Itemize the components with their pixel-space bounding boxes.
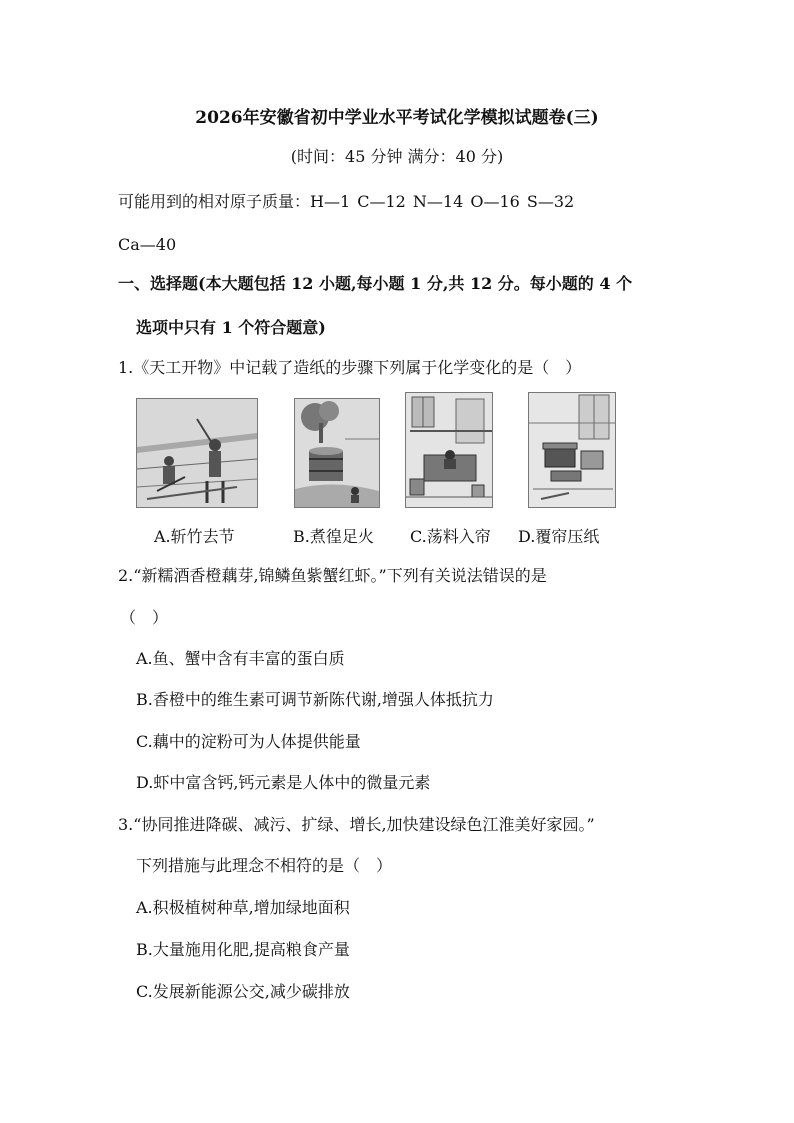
section-heading-line-1: 一、选择题(本大题包括 12 小题,每小题 1 分,共 12 分。每小题的 4 个 [118, 274, 633, 293]
atomic-mass-line-2: Ca—40 [118, 235, 177, 254]
question-3-option-c: C.发展新能源公交,减少碳排放 [136, 982, 350, 1001]
atomic-mass-line-1: 可能用到的相对原子质量：H—1 C—12 N—14 O—16 S—32 [118, 192, 575, 211]
question-1-option-d: D.覆帘压纸 [518, 527, 600, 546]
question-3-stem: 3.“协同推进降碳、减污、扩绿、增长,加快建设绿色江淮美好家园。” [118, 815, 595, 834]
question-3-option-b: B.大量施用化肥,提高粮食产量 [136, 940, 350, 959]
question-2-stem: 2.“新糯酒香橙藕芽,锦鳞鱼紫蟹红虾。”下列有关说法错误的是 [118, 566, 547, 585]
question-2-option-c: C.藕中的淀粉可为人体提供能量 [136, 732, 361, 751]
illustration-scooping-pulp [405, 392, 493, 508]
question-3-stem-continued: 下列措施与此理念不相符的是（ ） [136, 856, 393, 875]
question-1-option-a: A.斩竹去节 [154, 527, 235, 546]
section-heading-line-2: 选项中只有 1 个符合题意) [136, 318, 326, 337]
illustration-pressing-paper [528, 392, 616, 508]
exam-title: 2026年安徽省初中学业水平考试化学模拟试题卷(三) [195, 108, 599, 128]
question-2-option-d: D.虾中富含钙,钙元素是人体中的微量元素 [136, 773, 431, 792]
question-2-option-b: B.香橙中的维生素可调节新陈代谢,增强人体抵抗力 [136, 690, 494, 709]
question-1-stem: 1.《天工开物》中记载了造纸的步骤下列属于化学变化的是（ ） [118, 358, 582, 377]
question-3-option-a: A.积极植树种草,增加绿地面积 [136, 898, 350, 917]
question-1-option-c: C.荡料入帘 [410, 527, 491, 546]
exam-subtitle: (时间：45 分钟 满分：40 分) [290, 147, 504, 166]
question-2-answer-paren: （ ） [120, 608, 169, 627]
illustration-cutting-bamboo [136, 398, 258, 508]
illustration-boiling-vat [294, 398, 380, 508]
question-1-option-b: B.煮徨足火 [293, 527, 374, 546]
question-2-option-a: A.鱼、蟹中含有丰富的蛋白质 [136, 649, 345, 668]
